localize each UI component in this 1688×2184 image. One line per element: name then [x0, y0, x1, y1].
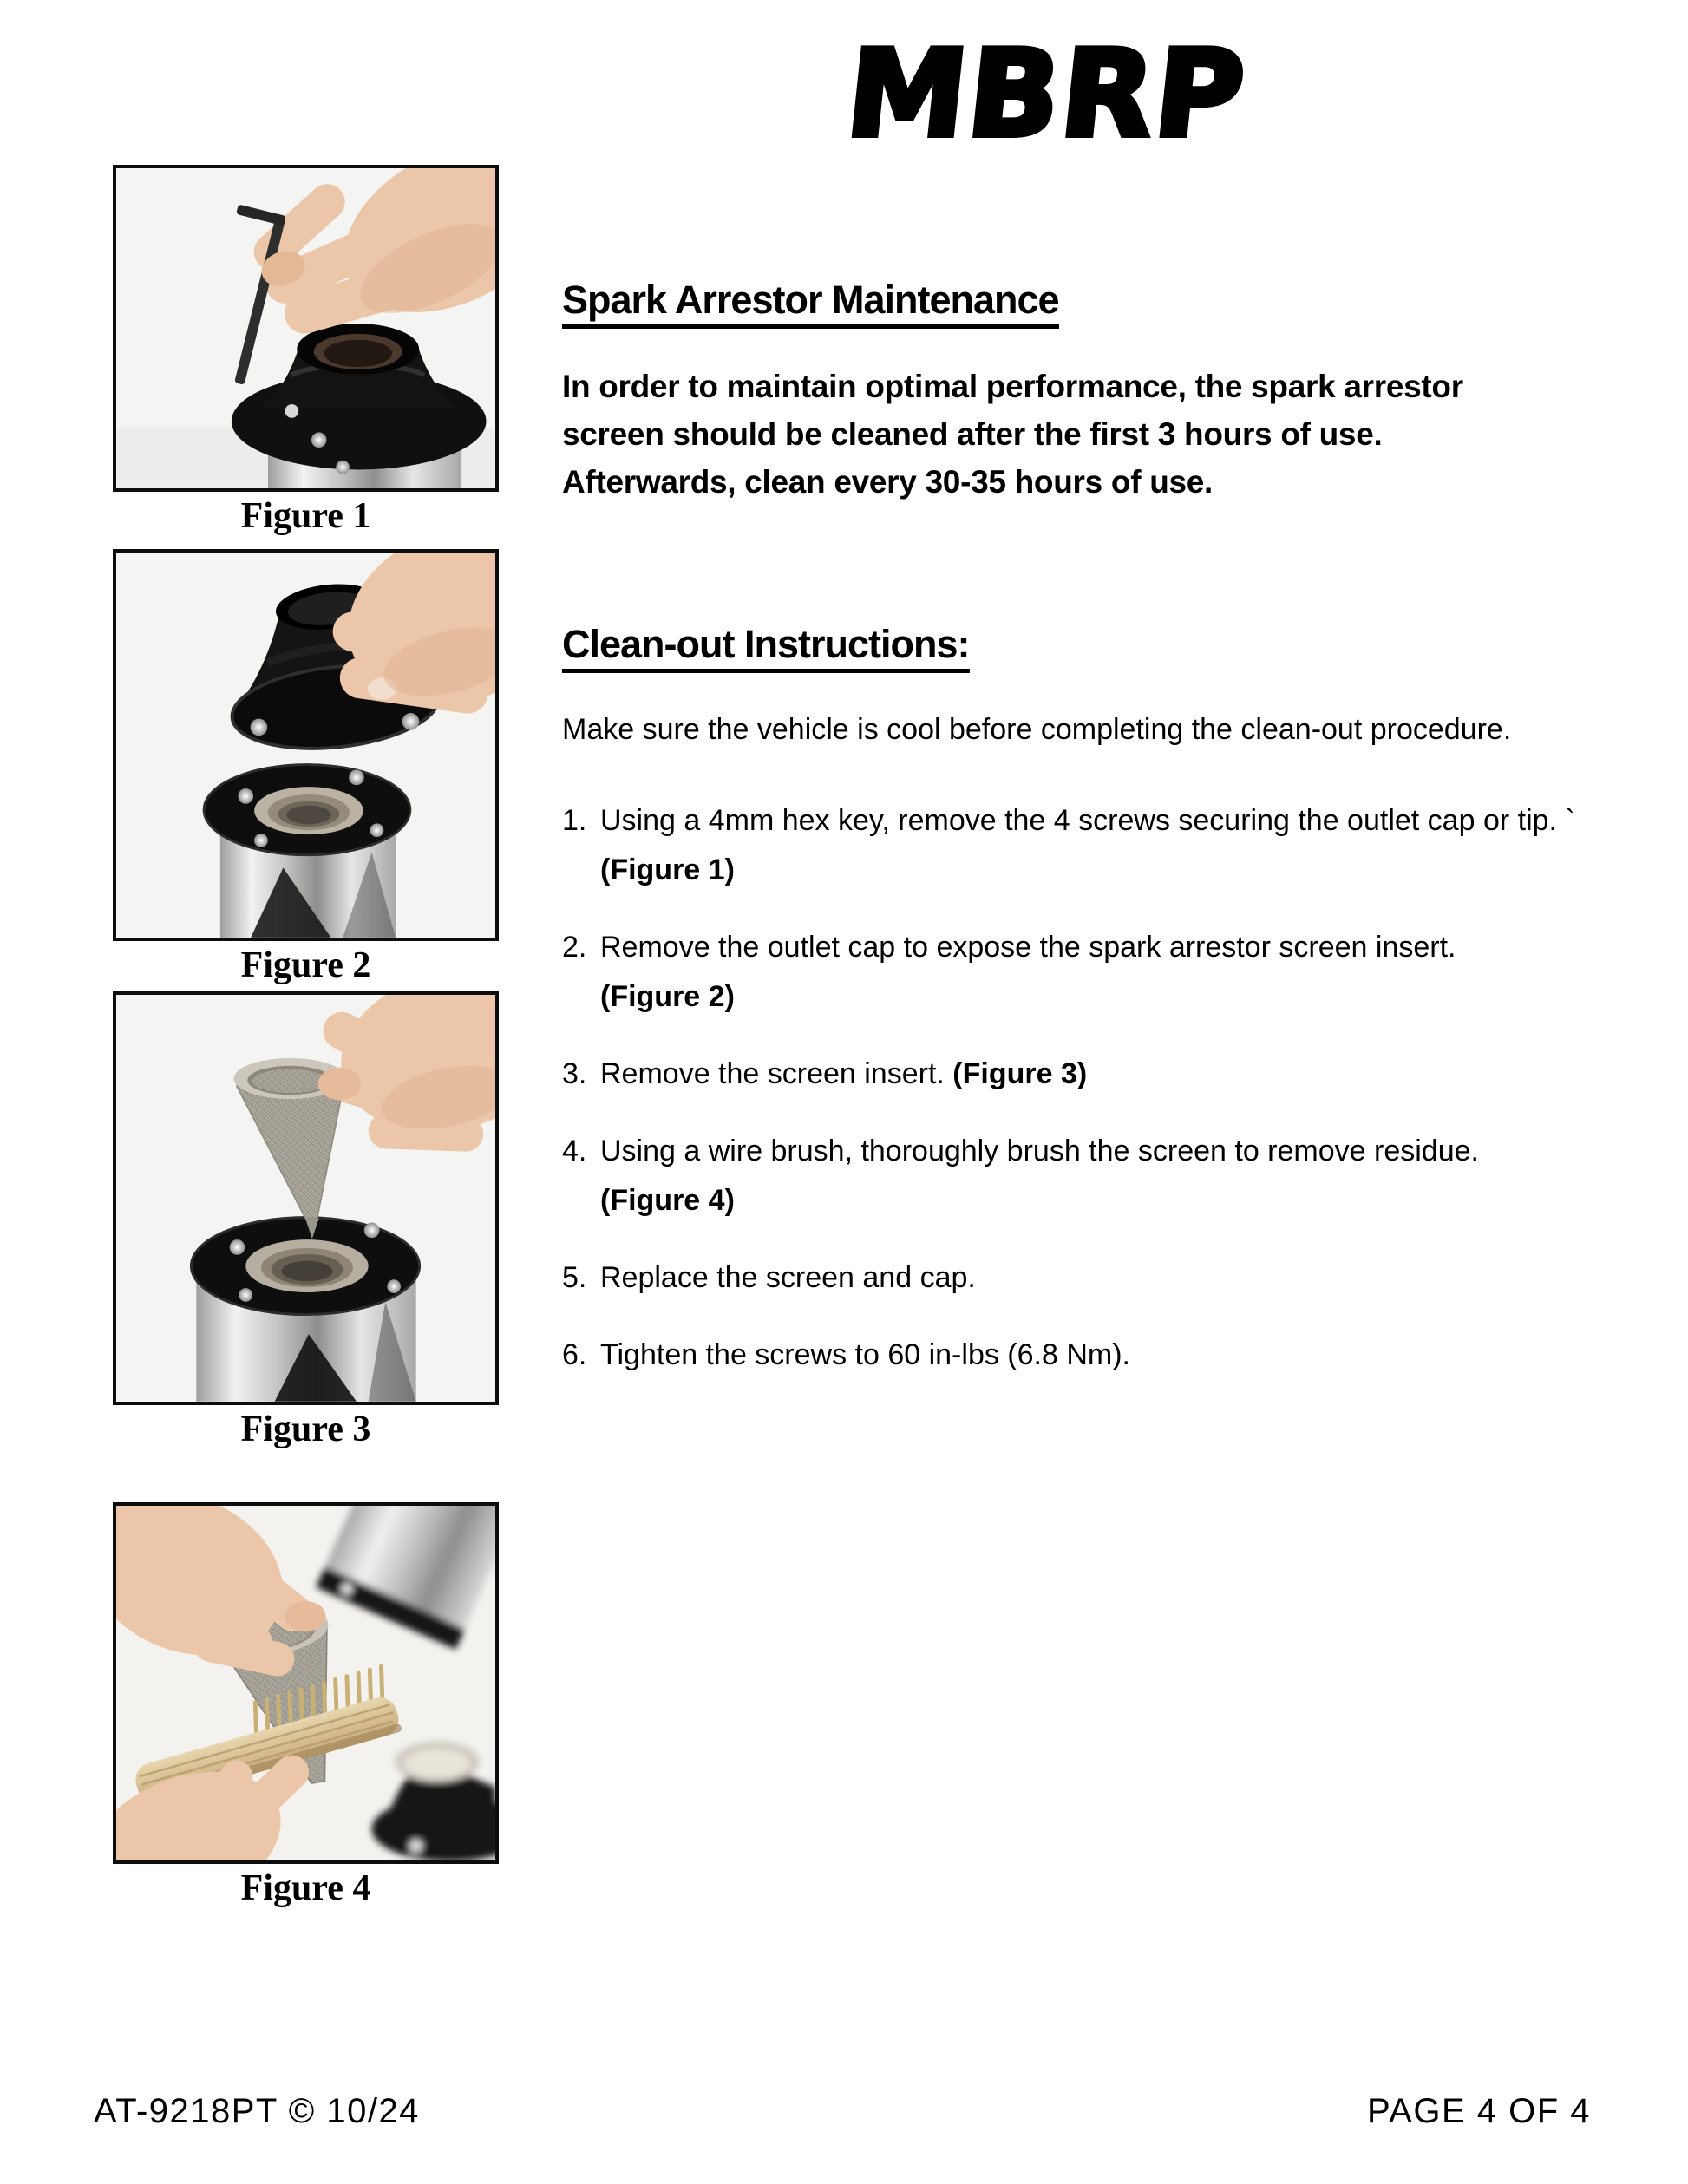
page-number: PAGE 4 OF 4 [1366, 2092, 1591, 2130]
step-4-text: Using a wire brush, thoroughly brush the screen to remove residue. [600, 1135, 1479, 1167]
step-1 [562, 796, 1612, 895]
step-6 [562, 1331, 1612, 1380]
step-3-number: 3. [562, 1057, 587, 1090]
figure-4-illustration [116, 1506, 495, 1860]
instructions-column [562, 278, 1612, 1408]
figure-2-illustration [116, 553, 495, 938]
figure-3-illustration [116, 995, 495, 1402]
muffler-body [204, 765, 410, 938]
step-5 [562, 1253, 1612, 1303]
muffler-body [191, 1218, 419, 1402]
maintenance-title: Spark Arrestor Maintenance [562, 278, 1612, 323]
cleanout-steps [562, 796, 1612, 1380]
step-5-number: 5. [562, 1261, 587, 1294]
step-5-text: Replace the screen and cap. [600, 1261, 976, 1294]
figure-3-photo [113, 991, 499, 1405]
document-code: AT-9218PT © 10/24 [94, 2092, 420, 2130]
step-3 [562, 1049, 1612, 1099]
maintenance-body: In order to maintain optimal performance, the spark arrestor screen should be cleaned after the first 3 hours of use. Afterwards, clean every 30-35 hours of use. [562, 369, 1463, 500]
figure-2-caption: Figure 2 [240, 945, 371, 985]
step-2-number: 2. [562, 931, 587, 964]
figure-3 [113, 991, 499, 1450]
step-4-figure-ref: (Figure 4) [600, 1184, 735, 1217]
cleanout-intro: Make sure the vehicle is cool before completing the clean-out procedure. [562, 713, 1512, 746]
step-2-text: Remove the outlet cap to expose the spark arrestor screen insert. [600, 931, 1456, 964]
figure-4-photo [113, 1502, 499, 1864]
figure-2-photo [113, 549, 499, 941]
step-2 [562, 923, 1612, 1022]
step-1-figure-ref: (Figure 1) [600, 853, 735, 886]
figure-4 [113, 1502, 499, 1909]
figure-1-illustration [116, 168, 495, 488]
step-4-number: 4. [562, 1135, 587, 1167]
figure-1-caption: Figure 1 [240, 496, 371, 536]
step-3-figure-ref: (Figure 3) [952, 1057, 1088, 1090]
step-4 [562, 1127, 1612, 1226]
cleanout-title: Clean-out Instructions: [562, 622, 1612, 667]
figure-2 [113, 549, 499, 986]
step-6-number: 6. [562, 1338, 587, 1371]
mbrp-logo: MBRP [840, 24, 1253, 164]
step-3-text: Remove the screen insert. [600, 1057, 945, 1090]
figure-3-caption: Figure 3 [240, 1409, 371, 1449]
step-1-number: 1. [562, 804, 587, 837]
step-2-figure-ref: (Figure 2) [600, 980, 735, 1013]
step-1-text: Using a 4mm hex key, remove the 4 screws securing the outlet cap or tip. ` [600, 804, 1575, 837]
figure-4-caption: Figure 4 [240, 1868, 371, 1908]
step-6-text: Tighten the screws to 60 in-lbs (6.8 Nm). [600, 1338, 1130, 1371]
figure-1 [113, 165, 499, 537]
figure-1-photo [113, 165, 499, 492]
